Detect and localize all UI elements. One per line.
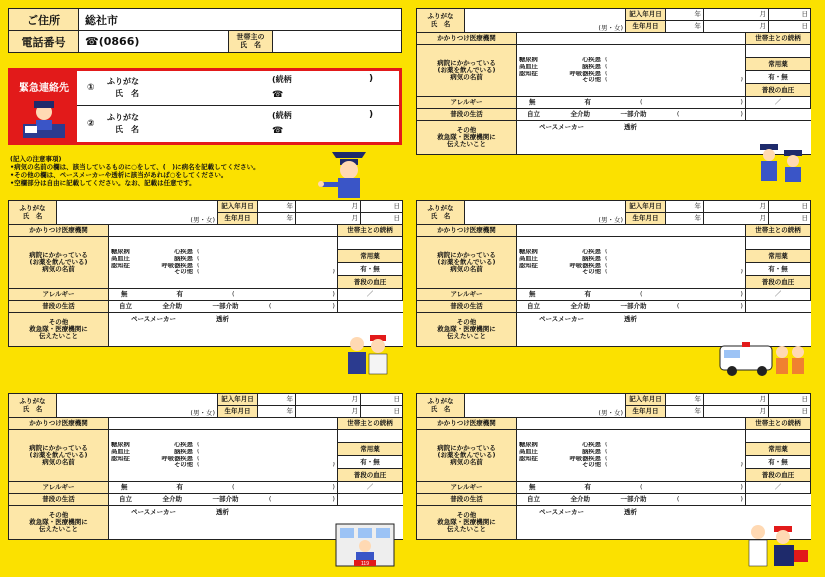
other-label: その他 救急隊・医療機関に 伝えたいこと <box>417 121 517 155</box>
blood-pressure-field[interactable]: ／ <box>746 97 811 109</box>
birth-date-label: 生年月日 <box>626 213 666 225</box>
disease-label: 病院にかかっている (お薬を飲んでいる) 病気の名前 <box>417 237 517 289</box>
hospital-label: かかりつけ医療機関 <box>9 225 109 237</box>
allergy-field[interactable]: 無 有 ( ) <box>109 289 338 301</box>
address-value[interactable]: 総社市 <box>79 9 402 31</box>
daily-life-label: 普段の生活 <box>417 301 517 313</box>
birth-date-label: 生年月日 <box>218 213 258 225</box>
name-field[interactable]: (男・女) <box>57 394 218 418</box>
disease-field[interactable]: 糖尿病 心疾患 ( 高血圧 脳疾患 ( 認知症 呼吸器疾患 ( その他 ( ) <box>517 45 746 97</box>
disease-field[interactable]: 糖尿病 心疾患 ( 高血圧 脳疾患 ( 認知症 呼吸器疾患 ( その他 ( ) <box>517 430 746 482</box>
other-label: その他 救急隊・医療機関に 伝えたいこと <box>417 506 517 540</box>
name-field[interactable]: (男・女) <box>57 201 218 225</box>
other-label: その他 救急隊・医療機関に 伝えたいこと <box>9 506 109 540</box>
furigana-name-label: ふりがな 氏 名 <box>417 9 465 33</box>
police-officers-icon <box>756 140 808 184</box>
medical-info-card-3: ふりがな 氏 名 (男・女) 記入年月日 年 月 日 生年月日 年 月 日 かかりつけ医療機関 世帯主との続柄 病院にかかっている (お薬を飲んでいる) 病気の名前 糖尿病 心疾患 ( 高血圧 脳疾患 ( 認知症 呼吸器疾患 ( その他 ( ) 常用薬 有・無 普段の血圧 アレルギー 無 有 ( ) ／ 普段の生活 自立 全介助 一部介助 ( ) その他 救急隊・医療機関に 伝えたいこと ペースメーカー 透析 <box>416 200 811 347</box>
daily-life-label: 普段の生活 <box>417 494 517 506</box>
furigana-name-label: ふりがな 氏 名 <box>9 394 57 418</box>
entry-date-label: 記入年月日 <box>626 394 666 406</box>
blood-pressure-field[interactable]: ／ <box>746 482 811 494</box>
name-field[interactable]: (男・女) <box>465 9 626 33</box>
hospital-label: かかりつけ医療機関 <box>417 33 517 45</box>
entry-date-label: 記入年月日 <box>218 394 258 406</box>
entry-date-label: 記入年月日 <box>218 201 258 213</box>
hospital-label: かかりつけ医療機関 <box>417 225 517 237</box>
allergy-field[interactable]: 無 有 ( ) <box>517 482 746 494</box>
allergy-field[interactable]: 無 有 ( ) <box>109 482 338 494</box>
other-label: その他 救急隊・医療機関に 伝えたいこと <box>9 313 109 347</box>
allergy-label: アレルギー <box>9 289 109 301</box>
disease-label: 病院にかかっている (お薬を飲んでいる) 病気の名前 <box>417 430 517 482</box>
disease-label: 病院にかかっている (お薬を飲んでいる) 病気の名前 <box>9 237 109 289</box>
address-table <box>8 8 402 53</box>
disease-label: 病院にかかっている (お薬を飲んでいる) 病気の名前 <box>9 430 109 482</box>
other-label: その他 救急隊・医療機関に 伝えたいこと <box>417 313 517 347</box>
allergy-label: アレルギー <box>417 289 517 301</box>
daily-life-field[interactable]: 自立 全介助 一部介助 ( ) <box>109 301 338 313</box>
emergency-row-1[interactable]: ① ふりがな 氏 名 (続柄 ) ☎ <box>77 71 399 106</box>
other-field[interactable]: ペースメーカー 透析 <box>517 313 811 347</box>
phone-value[interactable]: ☎(0866) <box>79 31 229 53</box>
note-line: •空欄部分は自由に記載してください。なお、記載は任意です。 <box>10 179 196 188</box>
other-field[interactable]: ペースメーカー 透析 <box>109 313 403 347</box>
relation-label: 世帯主との続柄 <box>338 418 403 430</box>
blood-pressure-field[interactable]: ／ <box>746 289 811 301</box>
hospital-field[interactable] <box>109 418 338 430</box>
disease-field[interactable]: 糖尿病 心疾患 ( 高血圧 脳疾患 ( 認知症 呼吸器疾患 ( その他 ( ) <box>517 237 746 289</box>
doctor-nurse-icon <box>344 332 392 376</box>
medical-info-card-4: ふりがな 氏 名 (男・女) 記入年月日 年 月 日 生年月日 年 月 日 かかりつけ医療機関 世帯主との続柄 病院にかかっている (お薬を飲んでいる) 病気の名前 糖尿病 心疾患 ( 高血圧 脳疾患 ( 認知症 呼吸器疾患 ( その他 ( ) 常用薬 有・無 普段の血圧 アレルギー 無 有 ( ) ／ 普段の生活 自立 全介助 一部介助 ( ) その他 救急隊・医療機関に 伝えたいこと ペースメーカー 透析 <box>8 393 403 540</box>
relation-label: 世帯主との続柄 <box>746 33 811 45</box>
rescue-worker-icon <box>744 520 810 570</box>
daily-life-label: 普段の生活 <box>9 301 109 313</box>
furigana-name-label: ふりがな 氏 名 <box>9 201 57 225</box>
entry-date-label: 記入年月日 <box>626 201 666 213</box>
relation-label: 世帯主との続柄 <box>746 418 811 430</box>
hospital-field[interactable] <box>517 33 746 45</box>
relation-label: 世帯主との続柄 <box>746 225 811 237</box>
name-field[interactable]: (男・女) <box>465 201 626 225</box>
householder-label: 世帯主の 氏 名 <box>229 31 273 53</box>
medical-info-card-1: ふりがな 氏 名 (男・女) 記入年月日 年 月 日 生年月日 年 月 日 かかりつけ医療機関 世帯主との続柄 病院にかかっている (お薬を飲んでいる) 病気の名前 糖尿病 心疾患 ( 高血圧 脳疾患 ( 認知症 呼吸器疾患 ( その他 ( ) 常用薬 有・無 普段の血圧 アレルギー 無 有 ( ) ／ 普段の生活 自立 全介助 一部介助 ( ) その他 救急隊・医療機関に 伝えたいこと ペースメーカー 透析 <box>416 8 811 155</box>
emergency-dispatch-icon <box>334 522 396 568</box>
notes-title: (記入の注意事項) <box>10 155 62 163</box>
hospital-field[interactable] <box>517 225 746 237</box>
relation-label: 世帯主との続柄 <box>338 225 403 237</box>
allergy-label: アレルギー <box>9 482 109 494</box>
regular-med-cell[interactable]: 常用薬 有・無 普段の血圧 <box>338 237 403 289</box>
entry-date-label: 記入年月日 <box>626 9 666 21</box>
regular-med-cell[interactable]: 常用薬 有・無 普段の血圧 <box>746 430 811 482</box>
disease-field[interactable]: 糖尿病 心疾患 ( 高血圧 脳疾患 ( 認知症 呼吸器疾患 ( その他 ( ) <box>109 237 338 289</box>
notes <box>10 155 330 188</box>
badge-119: 119 <box>361 561 369 567</box>
daily-life-label: 普段の生活 <box>417 109 517 121</box>
birth-date-label: 生年月日 <box>626 21 666 33</box>
disease-label: 病院にかかっている (お薬を飲んでいる) 病気の名前 <box>417 45 517 97</box>
note-line: •病気の名前の欄は、該当しているものに○をして、( )に病名を記載してください。 <box>10 163 260 172</box>
other-field[interactable]: ペースメーカー 透析 <box>517 121 811 155</box>
ambulance-icon <box>718 338 810 378</box>
regular-med-cell[interactable]: 常用薬 有・無 普段の血圧 <box>338 430 403 482</box>
regular-med-cell[interactable]: 常用薬 有・無 普段の血圧 <box>746 237 811 289</box>
note-line: •その他の欄は、ペースメーカーや透析に該当があれば○をしてください。 <box>10 171 228 180</box>
hospital-label: かかりつけ医療機関 <box>417 418 517 430</box>
birth-date-label: 生年月日 <box>626 406 666 418</box>
daily-life-label: 普段の生活 <box>9 494 109 506</box>
allergy-field[interactable]: 無 有 ( ) <box>517 289 746 301</box>
householder-value[interactable] <box>273 31 402 53</box>
allergy-label: アレルギー <box>417 482 517 494</box>
emergency-contact-title: 緊急連絡先 <box>11 71 77 142</box>
disease-field[interactable]: 糖尿病 心疾患 ( 高血圧 脳疾患 ( 認知症 呼吸器疾患 ( その他 ( ) <box>109 430 338 482</box>
furigana-name-label: ふりがな 氏 名 <box>417 201 465 225</box>
hospital-field[interactable] <box>517 418 746 430</box>
police-mascot-icon <box>318 148 378 200</box>
address-label: ご住所 <box>9 9 79 31</box>
emergency-row-2[interactable]: ② ふりがな 氏 名 (続柄 ) ☎ <box>87 110 374 136</box>
daily-life-field[interactable]: 自立 全介助 一部介助 ( ) <box>517 109 746 121</box>
allergy-field[interactable]: 無 有 ( ) <box>517 97 746 109</box>
regular-med-cell[interactable]: 常用薬 有・無 普段の血圧 <box>746 45 811 97</box>
blood-pressure-field[interactable]: ／ <box>338 482 403 494</box>
emergency-contact-box <box>8 68 402 145</box>
medical-info-card-5: ふりがな 氏 名 (男・女) 記入年月日 年 月 日 生年月日 年 月 日 かかりつけ医療機関 世帯主との続柄 病院にかかっている (お薬を飲んでいる) 病気の名前 糖尿病 心疾患 ( 高血圧 脳疾患 ( 認知症 呼吸器疾患 ( その他 ( ) 常用薬 有・無 普段の血圧 アレルギー 無 有 ( ) ／ 普段の生活 自立 全介助 一部介助 ( ) その他 救急隊・医療機関に 伝えたいこと ペースメーカー 透析 <box>416 393 811 540</box>
daily-life-field[interactable]: 自立 全介助 一部介助 ( ) <box>109 494 338 506</box>
phone-label: 電話番号 <box>9 31 79 53</box>
furigana-name-label: ふりがな 氏 名 <box>417 394 465 418</box>
other-field[interactable]: ペースメーカー 透析 <box>109 506 403 540</box>
medical-info-card-2: ふりがな 氏 名 (男・女) 記入年月日 年 月 日 生年月日 年 月 日 かかりつけ医療機関 世帯主との続柄 病院にかかっている (お薬を飲んでいる) 病気の名前 糖尿病 心疾患 ( 高血圧 脳疾患 ( 認知症 呼吸器疾患 ( その他 ( ) 常用薬 有・無 普段の血圧 アレルギー 無 有 ( ) ／ 普段の生活 自立 全介助 一部介助 ( ) その他 救急隊・医療機関に 伝えたいこと ペースメーカー 透析 <box>8 200 403 347</box>
daily-life-field[interactable]: 自立 全介助 一部介助 ( ) <box>517 301 746 313</box>
allergy-label: アレルギー <box>417 97 517 109</box>
blood-pressure-field[interactable]: ／ <box>338 289 403 301</box>
hospital-label: かかりつけ医療機関 <box>9 418 109 430</box>
daily-life-field[interactable]: 自立 全介助 一部介助 ( ) <box>517 494 746 506</box>
telephone-operator-icon <box>19 98 69 140</box>
other-field[interactable]: ペースメーカー 透析 <box>517 506 811 540</box>
hospital-field[interactable] <box>109 225 338 237</box>
birth-date-label: 生年月日 <box>218 406 258 418</box>
name-field[interactable]: (男・女) <box>465 394 626 418</box>
